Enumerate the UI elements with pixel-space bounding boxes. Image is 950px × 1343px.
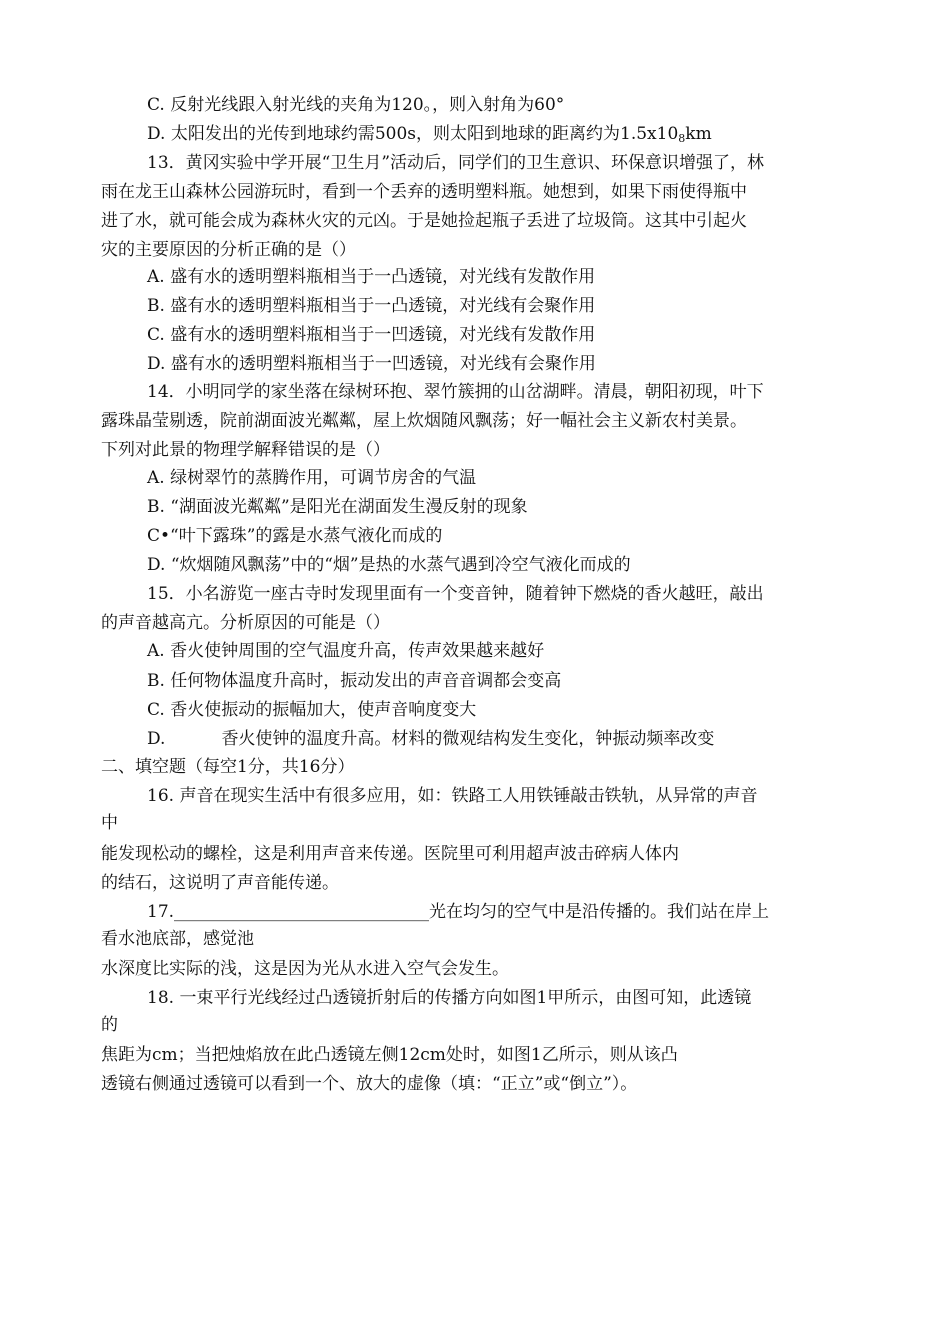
q18-line-3: 焦距为cm；当把烛焰放在此凸透镜左侧12cm处时，如图1乙所示，则从该凸 (101, 1045, 678, 1065)
q13-option-a: A. 盛有水的透明塑料瓶相当于一凸透镜，对光线有发散作用 (147, 267, 596, 287)
q18-line-4: 透镜右侧通过透镜可以看到一个、放大的虚像（填：“正立”或“倒立”）。 (101, 1074, 638, 1094)
q13-stem-line-4: 灾的主要原因的分析正确的是（） (101, 240, 356, 260)
q15-option-d (147, 728, 714, 750)
q16-line-2: 中 (101, 813, 118, 833)
q13-stem-line-2: 雨在龙王山森林公园游玩时，看到一个丢弃的透明塑料瓶。她想到，如果下雨使得瓶中 (101, 182, 747, 202)
q14-option-c: C•“叶下露珠”的露是水蒸气液化而成的 (147, 526, 443, 546)
q14-option-b: B. “湖面波光粼粼”是阳光在湖面发生漫反射的现象 (147, 497, 528, 517)
q17-line-3: 水深度比实际的浅，这是因为光从水进入空气会发生。 (101, 959, 509, 979)
q16-line-1: 16. 声音在现实生活中有很多应用，如：铁路工人用铁锤敲击铁轨，从异常的声音 (147, 786, 758, 806)
q17-line-1: 17.______________________________光在均匀的空气中是沿传播的。我们站在岸上 (147, 902, 770, 922)
q15-stem-line-1: 15．小名游览一座古寺时发现里面有一个变音钟，随着钟下燃烧的香火越旺，敲出 (147, 584, 764, 604)
q12-option-d-text: D. 太阳发出的光传到地球约需500s，则太阳到地球的距离约为1.5x10 (147, 124, 679, 144)
q13-option-c: C. 盛有水的透明塑料瓶相当于一凹透镜，对光线有发散作用 (147, 325, 596, 345)
section-2-title: 二、填空题（每空1分，共16分） (101, 757, 355, 777)
q15-stem-line-2: 的声音越高亢。分析原因的可能是（） (101, 613, 390, 633)
q14-stem-line-1: 14．小明同学的家坐落在绿树环抱、翠竹簇拥的山岔湖畔。清晨，朝阳初现，叶下 (147, 382, 764, 402)
q15-option-b: B. 任何物体温度升高时，振动发出的声音音调都会变高 (147, 671, 562, 691)
q15-option-d-text: 香火使钟的温度升高。材料的微观结构发生变化，钟振动频率改变 (221, 729, 715, 749)
q12-option-d-exponent: 8 (678, 132, 686, 145)
q14-option-d: D. “炊烟随风飘荡”中的“烟”是热的水蒸气遇到冷空气液化而成的 (147, 555, 631, 575)
q18-line-1: 18. 一束平行光线经过凸透镜折射后的传播方向如图1甲所示，由图可知，此透镜 (147, 988, 752, 1008)
q13-stem-line-1: 13．黄冈实验中学开展“卫生月”活动后，同学们的卫生意识、环保意识增强了，林 (147, 153, 765, 173)
q12-option-c: C. 反射光线跟入射光线的夹角为120。，则入射角为60° (147, 95, 565, 115)
q13-option-d: D. 盛有水的透明塑料瓶相当于一凹透镜，对光线有会聚作用 (147, 354, 596, 374)
q13-option-b: B. 盛有水的透明塑料瓶相当于一凸透镜，对光线有会聚作用 (147, 296, 596, 316)
q13-stem-line-3: 进了水，就可能会成为森林火灾的元凶。于是她捡起瓶子丢进了垃圾筒。这其中引起火 (101, 211, 747, 231)
q14-option-a: A. 绿树翠竹的蒸腾作用，可调节房舍的气温 (147, 468, 477, 488)
q12-option-d (147, 123, 712, 145)
q15-option-d-label: D. (147, 729, 166, 749)
q16-line-3: 能发现松动的螺栓，这是利用声音来传递。医院里可利用超声波击碎病人体内 (101, 844, 679, 864)
q14-stem-line-2: 露珠晶莹剔透，院前湖面波光粼粼，屋上炊烟随风飘荡；好一幅社会主义新农村美景。 (101, 411, 747, 431)
q14-stem-line-3: 下列对此景的物理学解释错误的是（） (101, 440, 390, 460)
q15-option-a: A. 香火使钟周围的空气温度升高，传声效果越来越好 (147, 641, 545, 661)
q12-option-d-unit: km (685, 124, 712, 144)
q15-option-c: C. 香火使振动的振幅加大，使声音响度变大 (147, 700, 477, 720)
q18-line-2: 的 (101, 1015, 118, 1035)
q16-line-4: 的结石，这说明了声音能传递。 (101, 873, 339, 893)
q17-line-2: 看水池底部，感觉池 (101, 929, 254, 949)
